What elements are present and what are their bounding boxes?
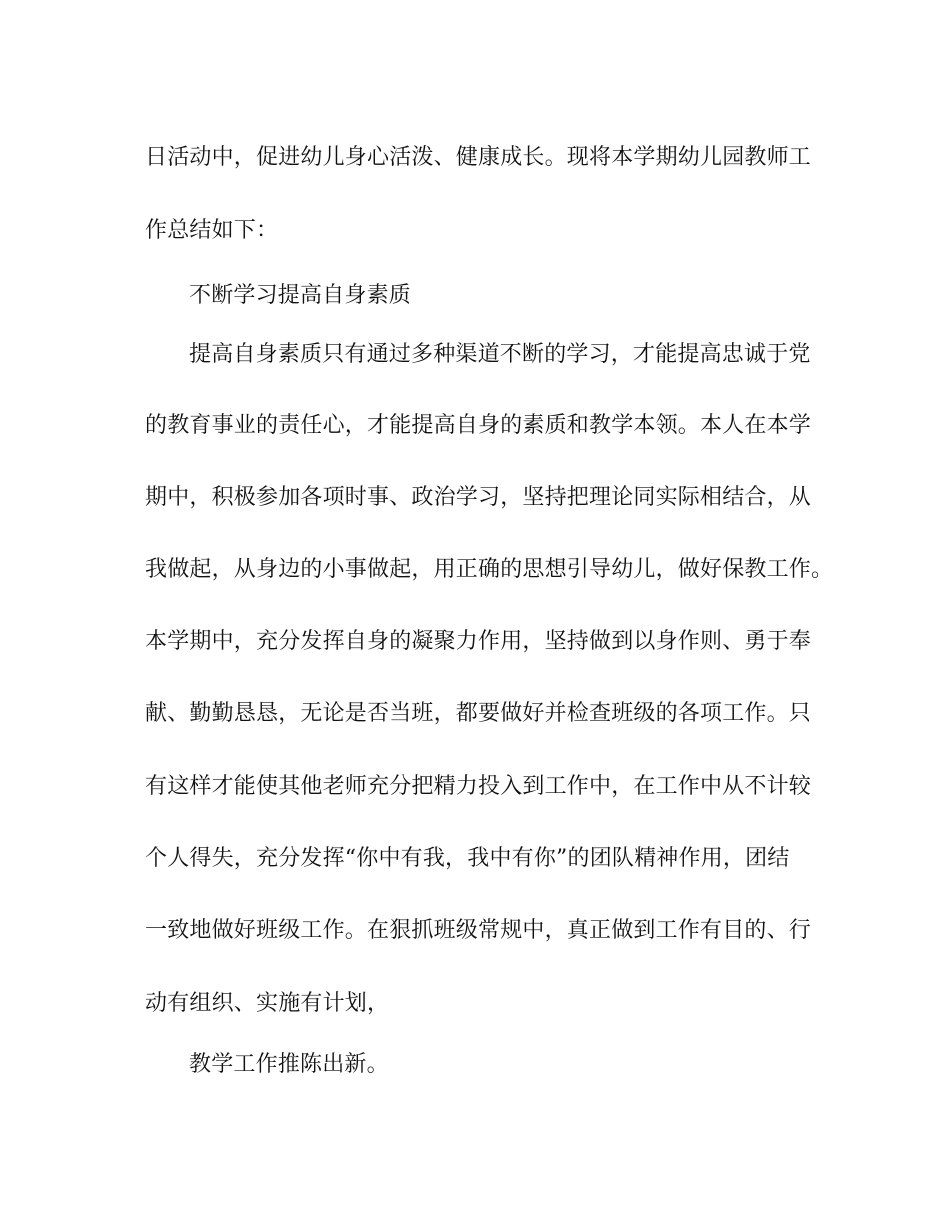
body-text-line: 本学期中，充分发挥自身的凝聚力作用，坚持做到以身作则、勇于奉: [145, 629, 812, 654]
body-text-line: 一致地做好班级工作。在狠抓班级常规中，真正做到工作有目的、行: [145, 918, 812, 943]
body-text-line: 期中，积极参加各项时事、政治学习，坚持把理论同实际相结合，从: [145, 485, 812, 510]
section-heading: 教学工作推陈出新。: [189, 1052, 389, 1077]
paragraph-first-line: 提高自身素质只有通过多种渠道不断的学习，才能提高忠诚于党: [189, 342, 811, 367]
body-text-line: 的教育事业的责任心，才能提高自身的素质和教学本领。本人在本学: [145, 413, 812, 438]
body-text-line: 献、勤勤恳恳，无论是否当班，都要做好并检查班级的各项工作。只: [145, 701, 812, 726]
body-text-line: 个人得失，充分发挥“你中有我，我中有你”的团队精神作用，团结: [145, 846, 790, 871]
body-text-line: 日活动中，促进幼儿身心活泼、健康成长。现将本学期幼儿园教师工: [145, 145, 812, 170]
section-heading: 不断学习提高自身素质: [189, 283, 412, 308]
body-text-line: 作总结如下：: [145, 218, 279, 243]
body-text-line: 我做起，从身边的小事做起，用正确的思想引导幼儿，做好保教工作。: [145, 557, 834, 582]
body-text-line: 有这样才能使其他老师充分把精力投入到工作中，在工作中从不计较: [145, 774, 812, 799]
body-text-line: 动有组织、实施有计划，: [145, 991, 390, 1016]
